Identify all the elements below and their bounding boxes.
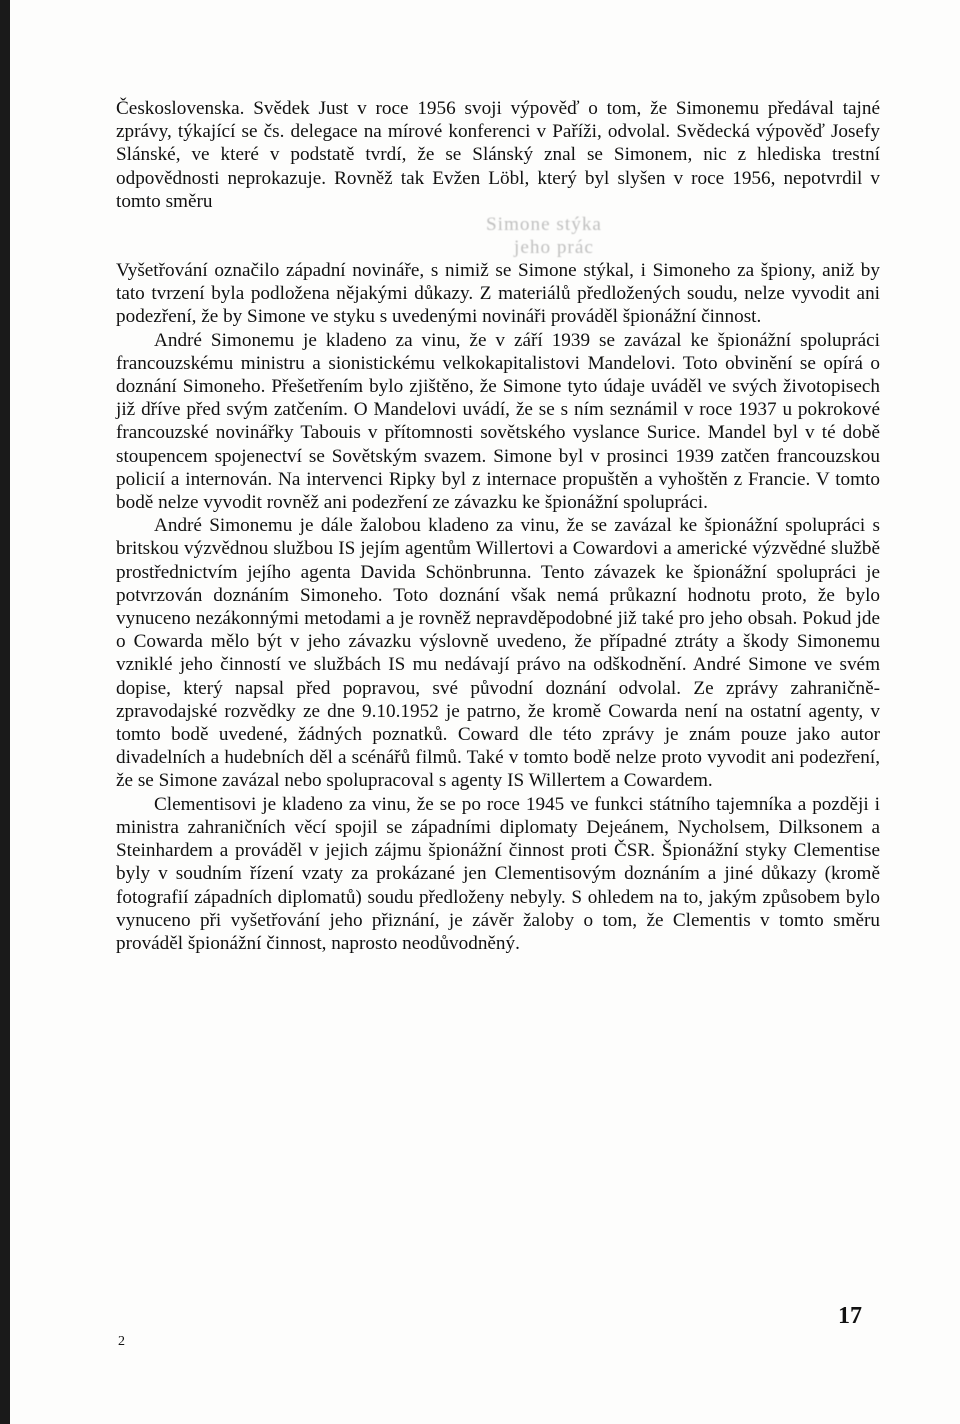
binding-edge <box>0 0 10 1424</box>
paragraph-1: Československa. Svědek Just v roce 1956 svoji výpověď o tom, že Simonemu předával tajné zprávy, týkající se čs. delegace na mírové konferenci v Paříži, odvolal. Svědecká výpověď Josefy Slánské, ve které v podstatě tvrdí, že se Slánský znal se Simonem, nic z hlediska trestní odpovědnosti neprokazuje. Rovněž tak Evžen Löbl, který byl slyšen v roce 1956, nepotvrdil v tomto směru <box>116 98 880 212</box>
paragraph-5: Clementisovi je kladeno za vinu, že se po roce 1945 ve funkci státního tajemníka a později i ministra zahraničních věcí spojil se západními diplomaty Dejeánem, Nycholsem, Dilksonem a Steinhardem a prováděl v jejich zájmu špionážní činnost proti ČSR. Špionážní styky Clementise byly v soudním řízení vzaty za prokázané jen Clementisovým doznáním a jiné důkazy (kromě fotografií západních diplomatů) soudu předloženy nebyly. S ohledem na to, jakým způsobem bylo vynuceno při vyšetřování jeho přiznání, je závěr žaloby o tom, že Clementis v tomto směru prováděl špionážní činnost, naprosto neodůvodněný. <box>116 793 880 954</box>
footer-mark: 2 <box>118 1334 125 1349</box>
paragraph-3: André Simonemu je kladeno za vinu, že v září 1939 se zavázal ke špionážní spolupráci francouzskému ministru a sionistickému velkokapitalistovi Mandelovi. Toto obvinění se opírá o doznání Simoneho. Přešetřením bylo zjištěno, že Simone tyto údaje uváděl ve svých životopisech již dříve před svým zatčením. O Mandelovi uvádí, že se s ním seznámil v roce 1937 u pokrokové francouzské novinářky Tabouis v přítomnosti sovětského vyslance Surice. Mandel byl v té době stoupencem spojenectví se Sovětským svazem. Simone byl v prosinci 1939 zatčen francouzskou policií a internován. Na intervenci Ripky byl z internace propuštěn a vyhoštěn z Francie. V tomto bodě nelze vyvodit rovněž ani podezření ze závazku ke špionážní spolupráci. <box>116 329 880 514</box>
faded-text-2: jeho prác <box>514 237 594 259</box>
body-text <box>116 97 880 955</box>
faded-text-1: Simone stýka <box>486 214 602 236</box>
faded-illegible-lines <box>116 213 880 259</box>
paragraph-2: Vyšetřování označilo západní novináře, s nimiž se Simone stýkal, i Simoneho za špiony, aniž by tato tvrzení byla podložena nějakými důkazy. Z materiálů předložených soudu, nelze vyvodit ani podezření, že by Simone ve styku s uvedenými novináři prováděl špionážní činnost. <box>116 260 880 328</box>
paragraph-4: André Simonemu je dále žalobou kladeno za vinu, že se zavázal ke špionážní spolupráci s britskou výzvědnou službou IS jejím agentům Willertovi a Cowardovi a americké výzvědné službě prostřednictvím jejího agenta Davida Schönbrunna. Tento závazek ke špionážní spolupráci je potvrzován doznáním Simoneho. Toto doznání však nemá průkazní hodnotu proto, že bylo vynuceno nezákonnými metodami a je rovněž nepravděpodobné již také pro jeho obsah. Pokud jde o Cowarda mělo být v jeho závazku výslovně uvedeno, že případné ztráty a škody Simonemu vzniklé jeho činností ve službách IS mu nedávají právo na odškodnění. André Simone ve svém dopise, který napsal před popravou, své původní doznání odvolal. Ze zprávy zahraničně-zpravodajské rozvědky ze dne 9.10.1952 je patrno, že kromě Cowarda není na ostatní agenty, v tomto bodě uvedené, žádných poznatků. Coward dle této zprávy je znám pouze jako autor divadelních a hudebních děl a scénářů filmů. Také v tomto bodě nelze proto vyvodit ani podezření, že se Simone zavázal nebo spolupracoval s agenty IS Willertem a Cowardem. <box>116 515 880 792</box>
page-number: 17 <box>838 1303 862 1329</box>
